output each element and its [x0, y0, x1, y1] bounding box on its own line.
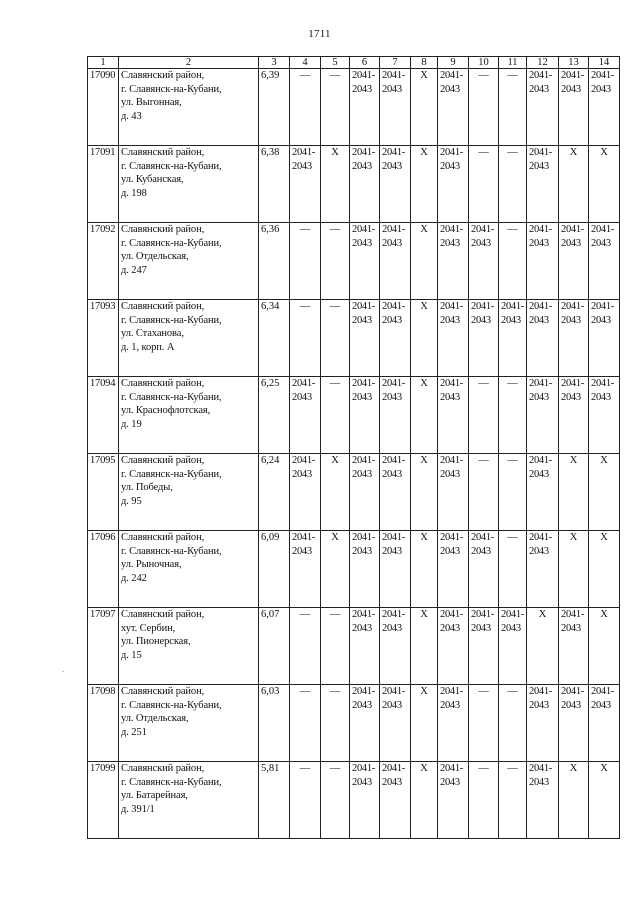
period-cell: 2041- 2043 — [438, 300, 469, 377]
dash-cell: — — [290, 223, 321, 300]
table-row — [88, 377, 620, 454]
address-line: хут. Сербин, — [121, 622, 176, 634]
address-cell — [119, 685, 259, 762]
dash-cell: — — [290, 608, 321, 685]
dash-cell: — — [469, 454, 499, 531]
period-cell: 2041- 2043 — [380, 762, 411, 839]
period-cell: 2041- 2043 — [469, 223, 499, 300]
period-cell: 2041- 2043 — [527, 454, 559, 531]
period-cell: 2041- 2043 — [350, 69, 380, 146]
dash-cell: — — [469, 762, 499, 839]
address-line: г. Славянск-на-Кубани, — [121, 776, 222, 788]
period-cell: 2041- 2043 — [527, 377, 559, 454]
period-cell: 2041- 2043 — [589, 685, 620, 762]
header-row — [88, 57, 620, 69]
period-cell: 2041- 2043 — [350, 300, 380, 377]
column-header: 10 — [469, 57, 499, 69]
period-cell: 2041- 2043 — [527, 762, 559, 839]
period-cell: 2041- 2043 — [350, 685, 380, 762]
address-line: ул. Краснофлотская, — [121, 405, 211, 416]
cross-mark-cell: X — [411, 608, 438, 685]
address-line: Славянский район, — [121, 147, 205, 158]
cross-mark-cell: X — [559, 454, 589, 531]
period-cell: 2041- 2043 — [559, 685, 589, 762]
period-cell: 2041- 2043 — [527, 685, 559, 762]
dash-cell: — — [321, 608, 350, 685]
period-cell: 2041- 2043 — [527, 300, 559, 377]
cross-mark-cell: X — [589, 608, 620, 685]
cross-mark-cell: X — [411, 300, 438, 377]
dash-cell: — — [321, 300, 350, 377]
dash-cell: — — [290, 685, 321, 762]
page-number: 1711 — [308, 28, 331, 40]
column-header: 1 — [88, 57, 119, 69]
period-cell: 2041- 2043 — [438, 608, 469, 685]
period-cell: 2041- 2043 — [559, 377, 589, 454]
cross-mark-cell: X — [411, 685, 438, 762]
address-line: г. Славянск-на-Кубани, — [121, 699, 222, 711]
register-table — [87, 56, 620, 839]
period-cell: 2041- 2043 — [290, 454, 321, 531]
period-cell: 2041- 2043 — [499, 608, 527, 685]
area-value: 6,09 — [259, 531, 290, 608]
period-cell: 2041- 2043 — [350, 762, 380, 839]
record-number: 17099 — [88, 762, 119, 839]
cross-mark-cell: X — [589, 762, 620, 839]
address-line: Славянский район, — [121, 70, 205, 81]
period-cell: 2041- 2043 — [350, 146, 380, 223]
area-value: 6,07 — [259, 608, 290, 685]
period-cell: 2041- 2043 — [589, 223, 620, 300]
record-number: 17094 — [88, 377, 119, 454]
dash-cell: — — [499, 685, 527, 762]
cross-mark-cell: X — [559, 146, 589, 223]
dash-cell: — — [321, 69, 350, 146]
period-cell: 2041- 2043 — [559, 300, 589, 377]
address-cell — [119, 531, 259, 608]
address-line: д. 247 — [121, 264, 147, 276]
period-cell: 2041- 2043 — [350, 223, 380, 300]
address-line: д. 15 — [121, 649, 142, 661]
address-line: г. Славянск-на-Кубани, — [121, 391, 222, 403]
cross-mark-cell: X — [321, 531, 350, 608]
period-cell: 2041- 2043 — [527, 223, 559, 300]
address-line: ул. Выгонная, — [121, 97, 182, 108]
address-line: Славянский район, — [121, 224, 205, 235]
period-cell: 2041- 2043 — [559, 223, 589, 300]
cross-mark-cell: X — [411, 377, 438, 454]
address-line: Славянский район, — [121, 686, 205, 697]
period-cell: 2041- 2043 — [438, 223, 469, 300]
column-header: 11 — [499, 57, 527, 69]
table-body — [88, 69, 620, 839]
area-value: 6,24 — [259, 454, 290, 531]
address-line: г. Славянск-на-Кубани, — [121, 545, 222, 557]
address-cell — [119, 223, 259, 300]
table-row — [88, 685, 620, 762]
period-cell: 2041- 2043 — [380, 685, 411, 762]
period-cell: 2041- 2043 — [438, 454, 469, 531]
period-cell: 2041- 2043 — [290, 531, 321, 608]
period-cell: 2041- 2043 — [589, 69, 620, 146]
column-header: 7 — [380, 57, 411, 69]
area-value: 6,34 — [259, 300, 290, 377]
address-line: г. Славянск-на-Кубани, — [121, 83, 222, 95]
dash-cell: — — [499, 454, 527, 531]
period-cell: 2041- 2043 — [559, 69, 589, 146]
period-cell: 2041- 2043 — [438, 146, 469, 223]
address-cell — [119, 454, 259, 531]
address-line: д. 19 — [121, 418, 142, 430]
cross-mark-cell: X — [411, 531, 438, 608]
record-number: 17095 — [88, 454, 119, 531]
table-row — [88, 608, 620, 685]
column-header: 13 — [559, 57, 589, 69]
address-cell — [119, 762, 259, 839]
dash-cell: — — [469, 69, 499, 146]
period-cell: 2041- 2043 — [559, 608, 589, 685]
cross-mark-cell: X — [527, 608, 559, 685]
cross-mark-cell: X — [411, 762, 438, 839]
dash-cell: — — [290, 69, 321, 146]
area-value: 5,81 — [259, 762, 290, 839]
address-line: ул. Отдельская, — [121, 713, 189, 724]
table-row — [88, 762, 620, 839]
table-row — [88, 454, 620, 531]
address-line: Славянский район, — [121, 301, 205, 312]
period-cell: 2041- 2043 — [438, 531, 469, 608]
period-cell: 2041- 2043 — [438, 69, 469, 146]
cross-mark-cell: X — [321, 146, 350, 223]
dash-cell: — — [499, 377, 527, 454]
dash-cell: — — [499, 223, 527, 300]
period-cell: 2041- 2043 — [380, 377, 411, 454]
column-header: 14 — [589, 57, 620, 69]
period-cell: 2041- 2043 — [350, 377, 380, 454]
record-number: 17093 — [88, 300, 119, 377]
address-line: г. Славянск-на-Кубани, — [121, 160, 222, 172]
dash-cell: — — [469, 146, 499, 223]
period-cell: 2041- 2043 — [380, 531, 411, 608]
table-row — [88, 146, 620, 223]
area-value: 6,39 — [259, 69, 290, 146]
period-cell: 2041- 2043 — [290, 146, 321, 223]
address-line: д. 391/1 — [121, 803, 155, 815]
column-header: 4 — [290, 57, 321, 69]
area-value: 6,25 — [259, 377, 290, 454]
period-cell: 2041- 2043 — [589, 377, 620, 454]
scan-speck: . — [62, 664, 65, 674]
dash-cell: — — [499, 762, 527, 839]
area-value: 6,03 — [259, 685, 290, 762]
address-line: д. 198 — [121, 187, 147, 199]
record-number: 17090 — [88, 69, 119, 146]
period-cell: 2041- 2043 — [527, 531, 559, 608]
address-line: Славянский район, — [121, 455, 205, 466]
dash-cell: — — [469, 685, 499, 762]
address-line: Славянский район, — [121, 763, 205, 774]
dash-cell: — — [499, 69, 527, 146]
dash-cell: — — [290, 300, 321, 377]
cross-mark-cell: X — [589, 146, 620, 223]
dash-cell: — — [469, 377, 499, 454]
address-line: Славянский район, — [121, 532, 205, 543]
dash-cell: — — [499, 531, 527, 608]
address-line: ул. Стаханова, — [121, 328, 184, 339]
period-cell: 2041- 2043 — [469, 531, 499, 608]
dash-cell: — — [290, 762, 321, 839]
address-cell — [119, 608, 259, 685]
address-line: д. 251 — [121, 726, 147, 738]
period-cell: 2041- 2043 — [438, 762, 469, 839]
period-cell: 2041- 2043 — [438, 377, 469, 454]
column-header: 8 — [411, 57, 438, 69]
period-cell: 2041- 2043 — [469, 608, 499, 685]
address-line: г. Славянск-на-Кубани, — [121, 314, 222, 326]
dash-cell: — — [321, 377, 350, 454]
cross-mark-cell: X — [559, 762, 589, 839]
column-header: 6 — [350, 57, 380, 69]
period-cell: 2041- 2043 — [290, 377, 321, 454]
address-line: ул. Отдельская, — [121, 251, 189, 262]
period-cell: 2041- 2043 — [527, 146, 559, 223]
cross-mark-cell: X — [411, 146, 438, 223]
area-value: 6,36 — [259, 223, 290, 300]
cross-mark-cell: X — [411, 69, 438, 146]
period-cell: 2041- 2043 — [380, 608, 411, 685]
address-cell — [119, 69, 259, 146]
cross-mark-cell: X — [589, 531, 620, 608]
address-cell — [119, 377, 259, 454]
address-line: ул. Кубанская, — [121, 174, 184, 185]
period-cell: 2041- 2043 — [380, 223, 411, 300]
address-line: д. 242 — [121, 572, 147, 584]
column-header: 12 — [527, 57, 559, 69]
address-line: ул. Победы, — [121, 482, 173, 493]
period-cell: 2041- 2043 — [469, 300, 499, 377]
dash-cell: — — [321, 685, 350, 762]
dash-cell: — — [499, 146, 527, 223]
period-cell: 2041- 2043 — [527, 69, 559, 146]
area-value: 6,38 — [259, 146, 290, 223]
address-line: д. 43 — [121, 110, 142, 122]
address-line: ул. Пионерская, — [121, 636, 191, 647]
table-row — [88, 300, 620, 377]
record-number: 17096 — [88, 531, 119, 608]
cross-mark-cell: X — [559, 531, 589, 608]
dash-cell: — — [321, 762, 350, 839]
address-line: Славянский район, — [121, 378, 205, 389]
address-line: г. Славянск-на-Кубани, — [121, 468, 222, 480]
period-cell: 2041- 2043 — [380, 146, 411, 223]
record-number: 17092 — [88, 223, 119, 300]
period-cell: 2041- 2043 — [589, 300, 620, 377]
period-cell: 2041- 2043 — [438, 685, 469, 762]
cross-mark-cell: X — [411, 223, 438, 300]
column-header: 9 — [438, 57, 469, 69]
period-cell: 2041- 2043 — [350, 454, 380, 531]
period-cell: 2041- 2043 — [380, 69, 411, 146]
address-cell — [119, 300, 259, 377]
table-row — [88, 69, 620, 146]
address-line: д. 1, корп. А — [121, 341, 175, 353]
address-line: ул. Батарейная, — [121, 790, 188, 801]
column-header: 2 — [119, 57, 259, 69]
address-line: Славянский район, — [121, 609, 205, 620]
period-cell: 2041- 2043 — [350, 608, 380, 685]
table-row — [88, 223, 620, 300]
period-cell: 2041- 2043 — [380, 454, 411, 531]
address-line: г. Славянск-на-Кубани, — [121, 237, 222, 249]
record-number: 17097 — [88, 608, 119, 685]
period-cell: 2041- 2043 — [499, 300, 527, 377]
address-cell — [119, 146, 259, 223]
cross-mark-cell: X — [321, 454, 350, 531]
cross-mark-cell: X — [589, 454, 620, 531]
address-line: д. 95 — [121, 495, 142, 507]
period-cell: 2041- 2043 — [380, 300, 411, 377]
period-cell: 2041- 2043 — [350, 531, 380, 608]
record-number: 17091 — [88, 146, 119, 223]
table-row — [88, 531, 620, 608]
cross-mark-cell: X — [411, 454, 438, 531]
dash-cell: — — [321, 223, 350, 300]
address-line: ул. Рыночная, — [121, 559, 182, 570]
record-number: 17098 — [88, 685, 119, 762]
column-header: 3 — [259, 57, 290, 69]
column-header: 5 — [321, 57, 350, 69]
